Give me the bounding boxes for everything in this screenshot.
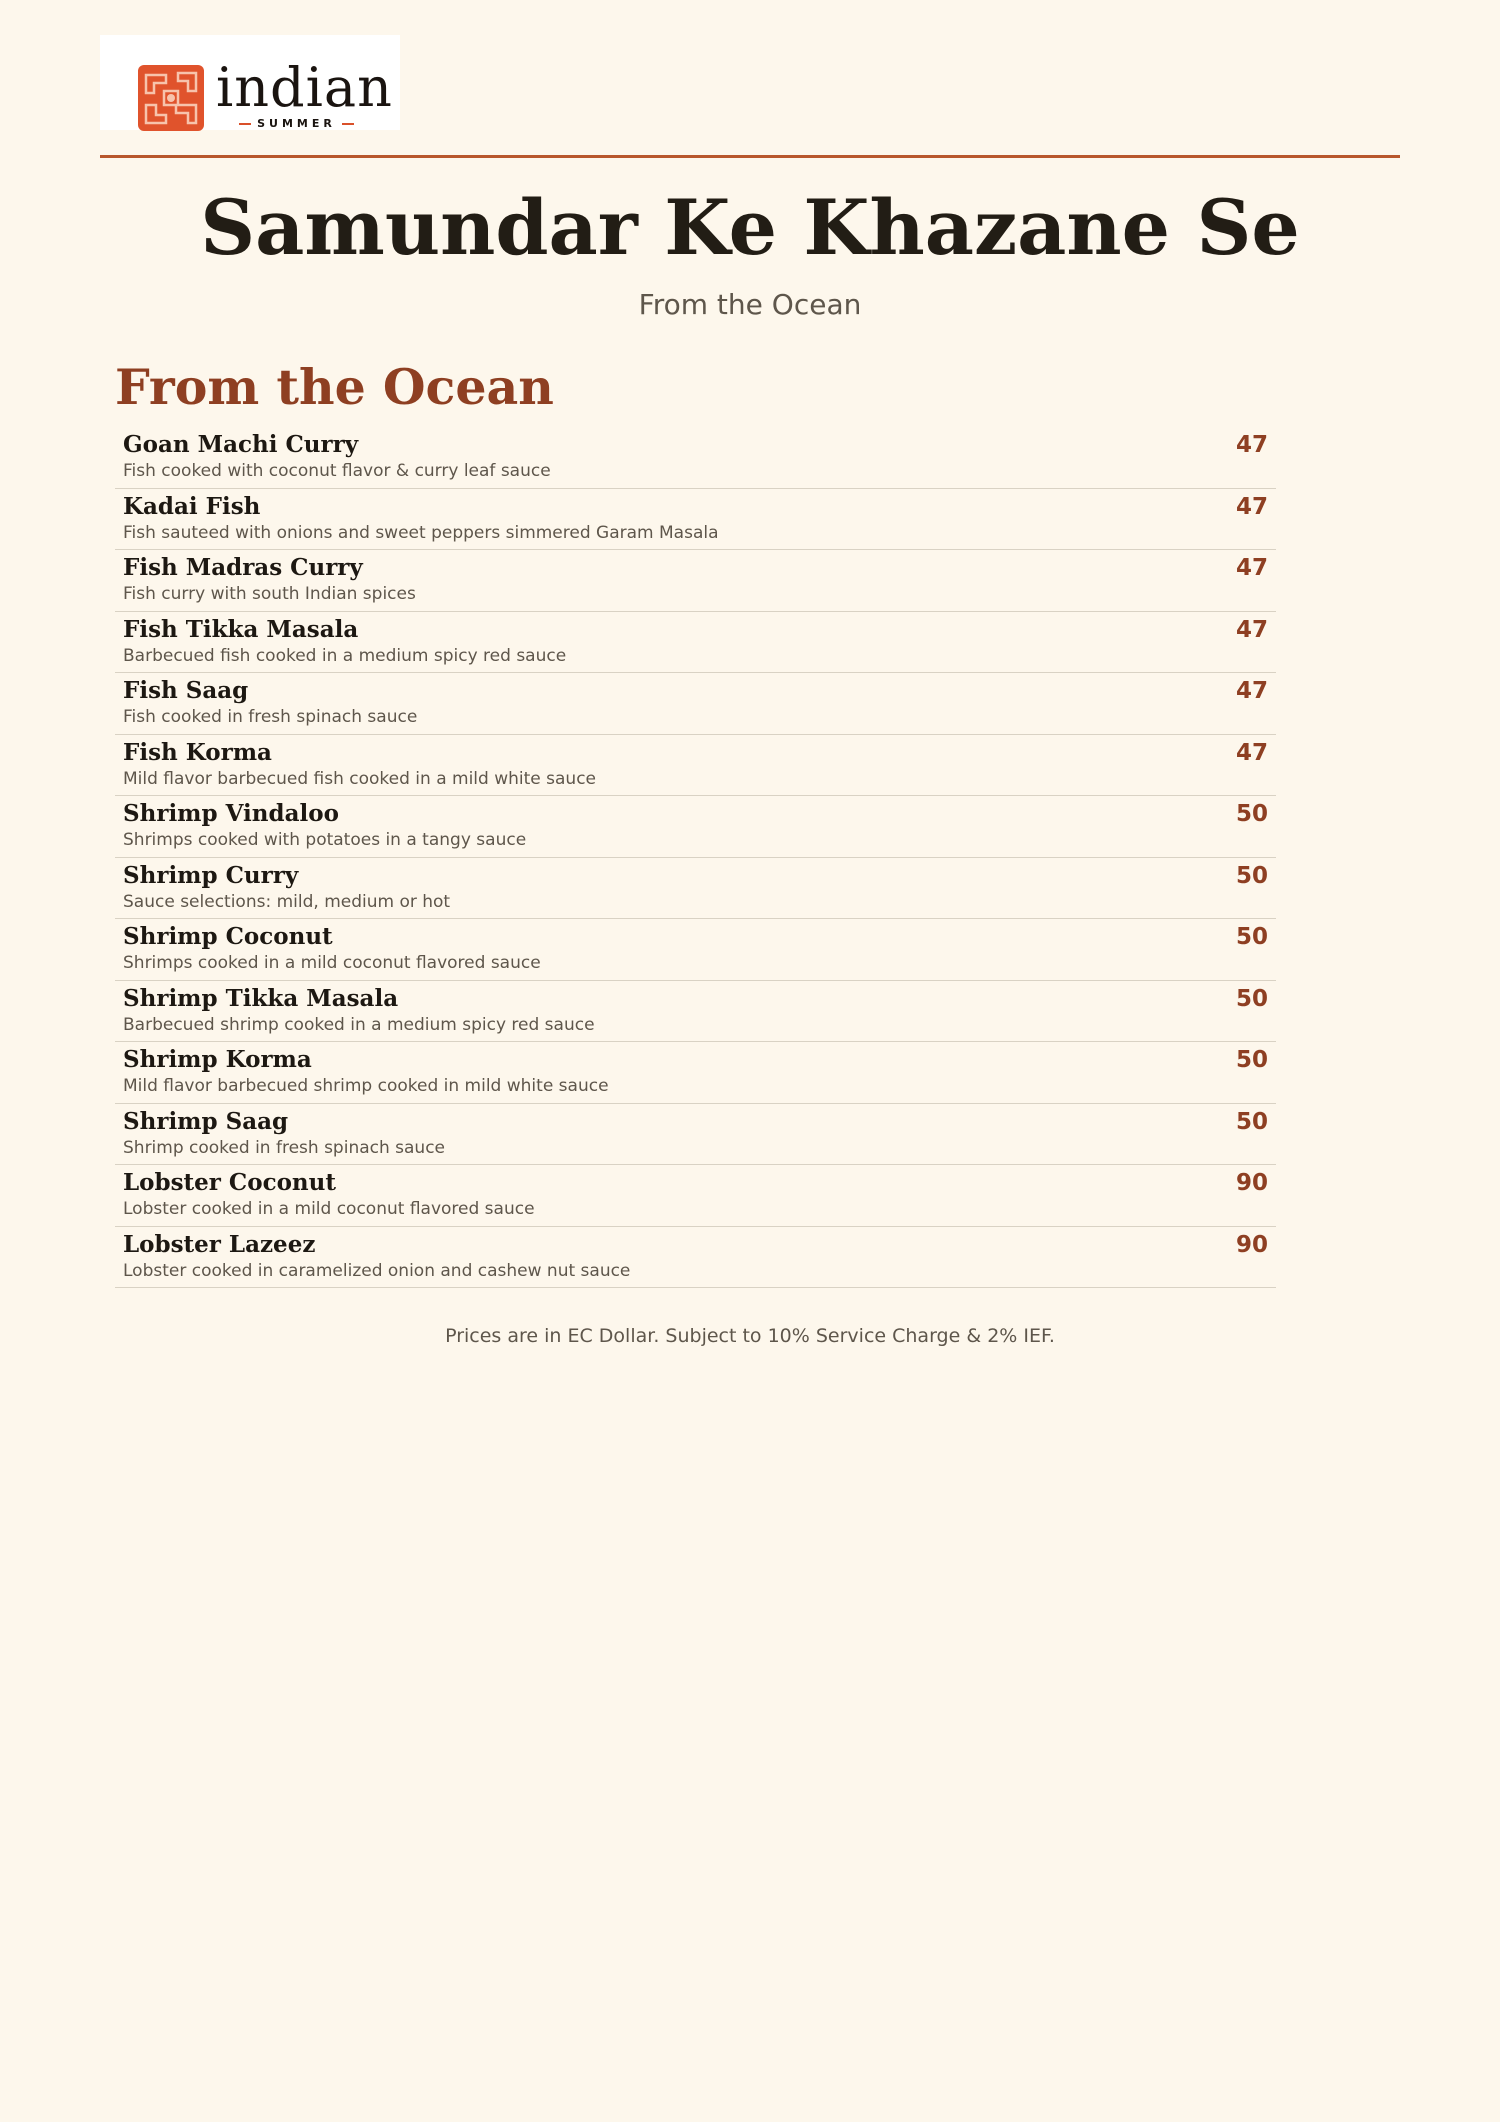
dish-name: Shrimp Curry: [123, 861, 299, 889]
dish-price: 50: [1235, 862, 1268, 889]
dish-price: 90: [1235, 1231, 1268, 1258]
dish-name: Shrimp Vindaloo: [123, 800, 339, 827]
dish-description: Lobster cooked in caramelized onion and cashew nut sauce: [123, 1260, 631, 1281]
price-note: Prices are in EC Dollar. Subject to 10% Service Charge & 2% IEF.: [445, 1325, 1055, 1347]
logo-mark-icon: [138, 65, 204, 131]
dish-description: Mild flavor barbecued shrimp cooked in mild white sauce: [123, 1076, 609, 1096]
dish-name: Lobster Coconut: [123, 1169, 336, 1196]
dish-name: Shrimp Tikka Masala: [123, 984, 399, 1012]
dish-price: 50: [1235, 1047, 1268, 1073]
dish-price: 50: [1235, 985, 1268, 1012]
dish-name: Fish Tikka Masala: [123, 615, 359, 643]
dish-price: 47: [1235, 432, 1268, 458]
dish-description: Fish cooked with coconut flavor & curry leaf sauce: [123, 461, 551, 481]
dish-description: Fish curry with south Indian spices: [123, 584, 416, 604]
menu-item: [115, 1227, 1276, 1289]
menu-item: [115, 919, 1276, 981]
menu-item: [115, 858, 1276, 920]
dish-description: Sauce selections: mild, medium or hot: [123, 891, 451, 912]
dish-price: 47: [1235, 678, 1268, 704]
dish-name: Lobster Lazeez: [123, 1230, 316, 1258]
dish-price: 50: [1235, 924, 1268, 950]
dish-price: 50: [1235, 1108, 1268, 1135]
menu-item: [115, 612, 1276, 674]
menu-item: [115, 1042, 1276, 1104]
dish-description: Mild flavor barbecued fish cooked in a mild white sauce: [123, 768, 597, 789]
dish-description: Barbecued fish cooked in a medium spicy red sauce: [123, 645, 567, 666]
dish-name: Fish Saag: [123, 677, 249, 704]
menu-item: [115, 981, 1276, 1043]
dish-description: Shrimp cooked in fresh spinach sauce: [123, 1137, 446, 1158]
page-subtitle: From the Ocean: [638, 288, 862, 321]
menu-item: [115, 1165, 1276, 1227]
menu-item: [115, 1104, 1276, 1166]
dish-description: Fish sauteed with onions and sweet peppers simmered Garam Masala: [123, 522, 719, 543]
menu-item: [115, 796, 1276, 858]
dish-price: 47: [1235, 493, 1268, 520]
header-divider: [100, 155, 1400, 158]
dish-description: Fish cooked in fresh spinach sauce: [123, 707, 418, 727]
dish-name: Kadai Fish: [123, 492, 261, 520]
menu-item: [115, 735, 1276, 797]
dish-price: 90: [1235, 1170, 1268, 1196]
dish-price: 47: [1235, 555, 1268, 581]
dish-description: Shrimps cooked with potatoes in a tangy sauce: [123, 830, 527, 850]
logo-wordmark: indian: [216, 56, 393, 119]
dish-price: 47: [1235, 616, 1268, 643]
dish-description: Shrimps cooked in a mild coconut flavored sauce: [123, 953, 541, 973]
dish-description: Barbecued shrimp cooked in a medium spicy red sauce: [123, 1014, 595, 1035]
dish-description: Lobster cooked in a mild coconut flavored sauce: [123, 1199, 535, 1219]
dish-name: Fish Korma: [123, 738, 272, 766]
dish-name: Shrimp Saag: [123, 1107, 289, 1135]
dish-name: Fish Madras Curry: [123, 554, 363, 581]
menu-item: [115, 489, 1276, 551]
menu-list: [115, 427, 1276, 1288]
page-title: Samundar Ke Khazane Se: [200, 183, 1300, 272]
menu-item: [115, 427, 1276, 489]
dish-price: 50: [1235, 801, 1268, 827]
dish-name: Goan Machi Curry: [123, 431, 359, 458]
menu-item: [115, 673, 1276, 735]
logo-subtitle: SUMMER: [224, 117, 369, 130]
menu-item: [115, 550, 1276, 612]
dish-price: 47: [1235, 739, 1268, 766]
restaurant-logo: [100, 35, 400, 130]
dish-name: Shrimp Coconut: [123, 923, 333, 950]
section-heading: From the Ocean: [115, 358, 554, 416]
dish-name: Shrimp Korma: [123, 1046, 312, 1073]
